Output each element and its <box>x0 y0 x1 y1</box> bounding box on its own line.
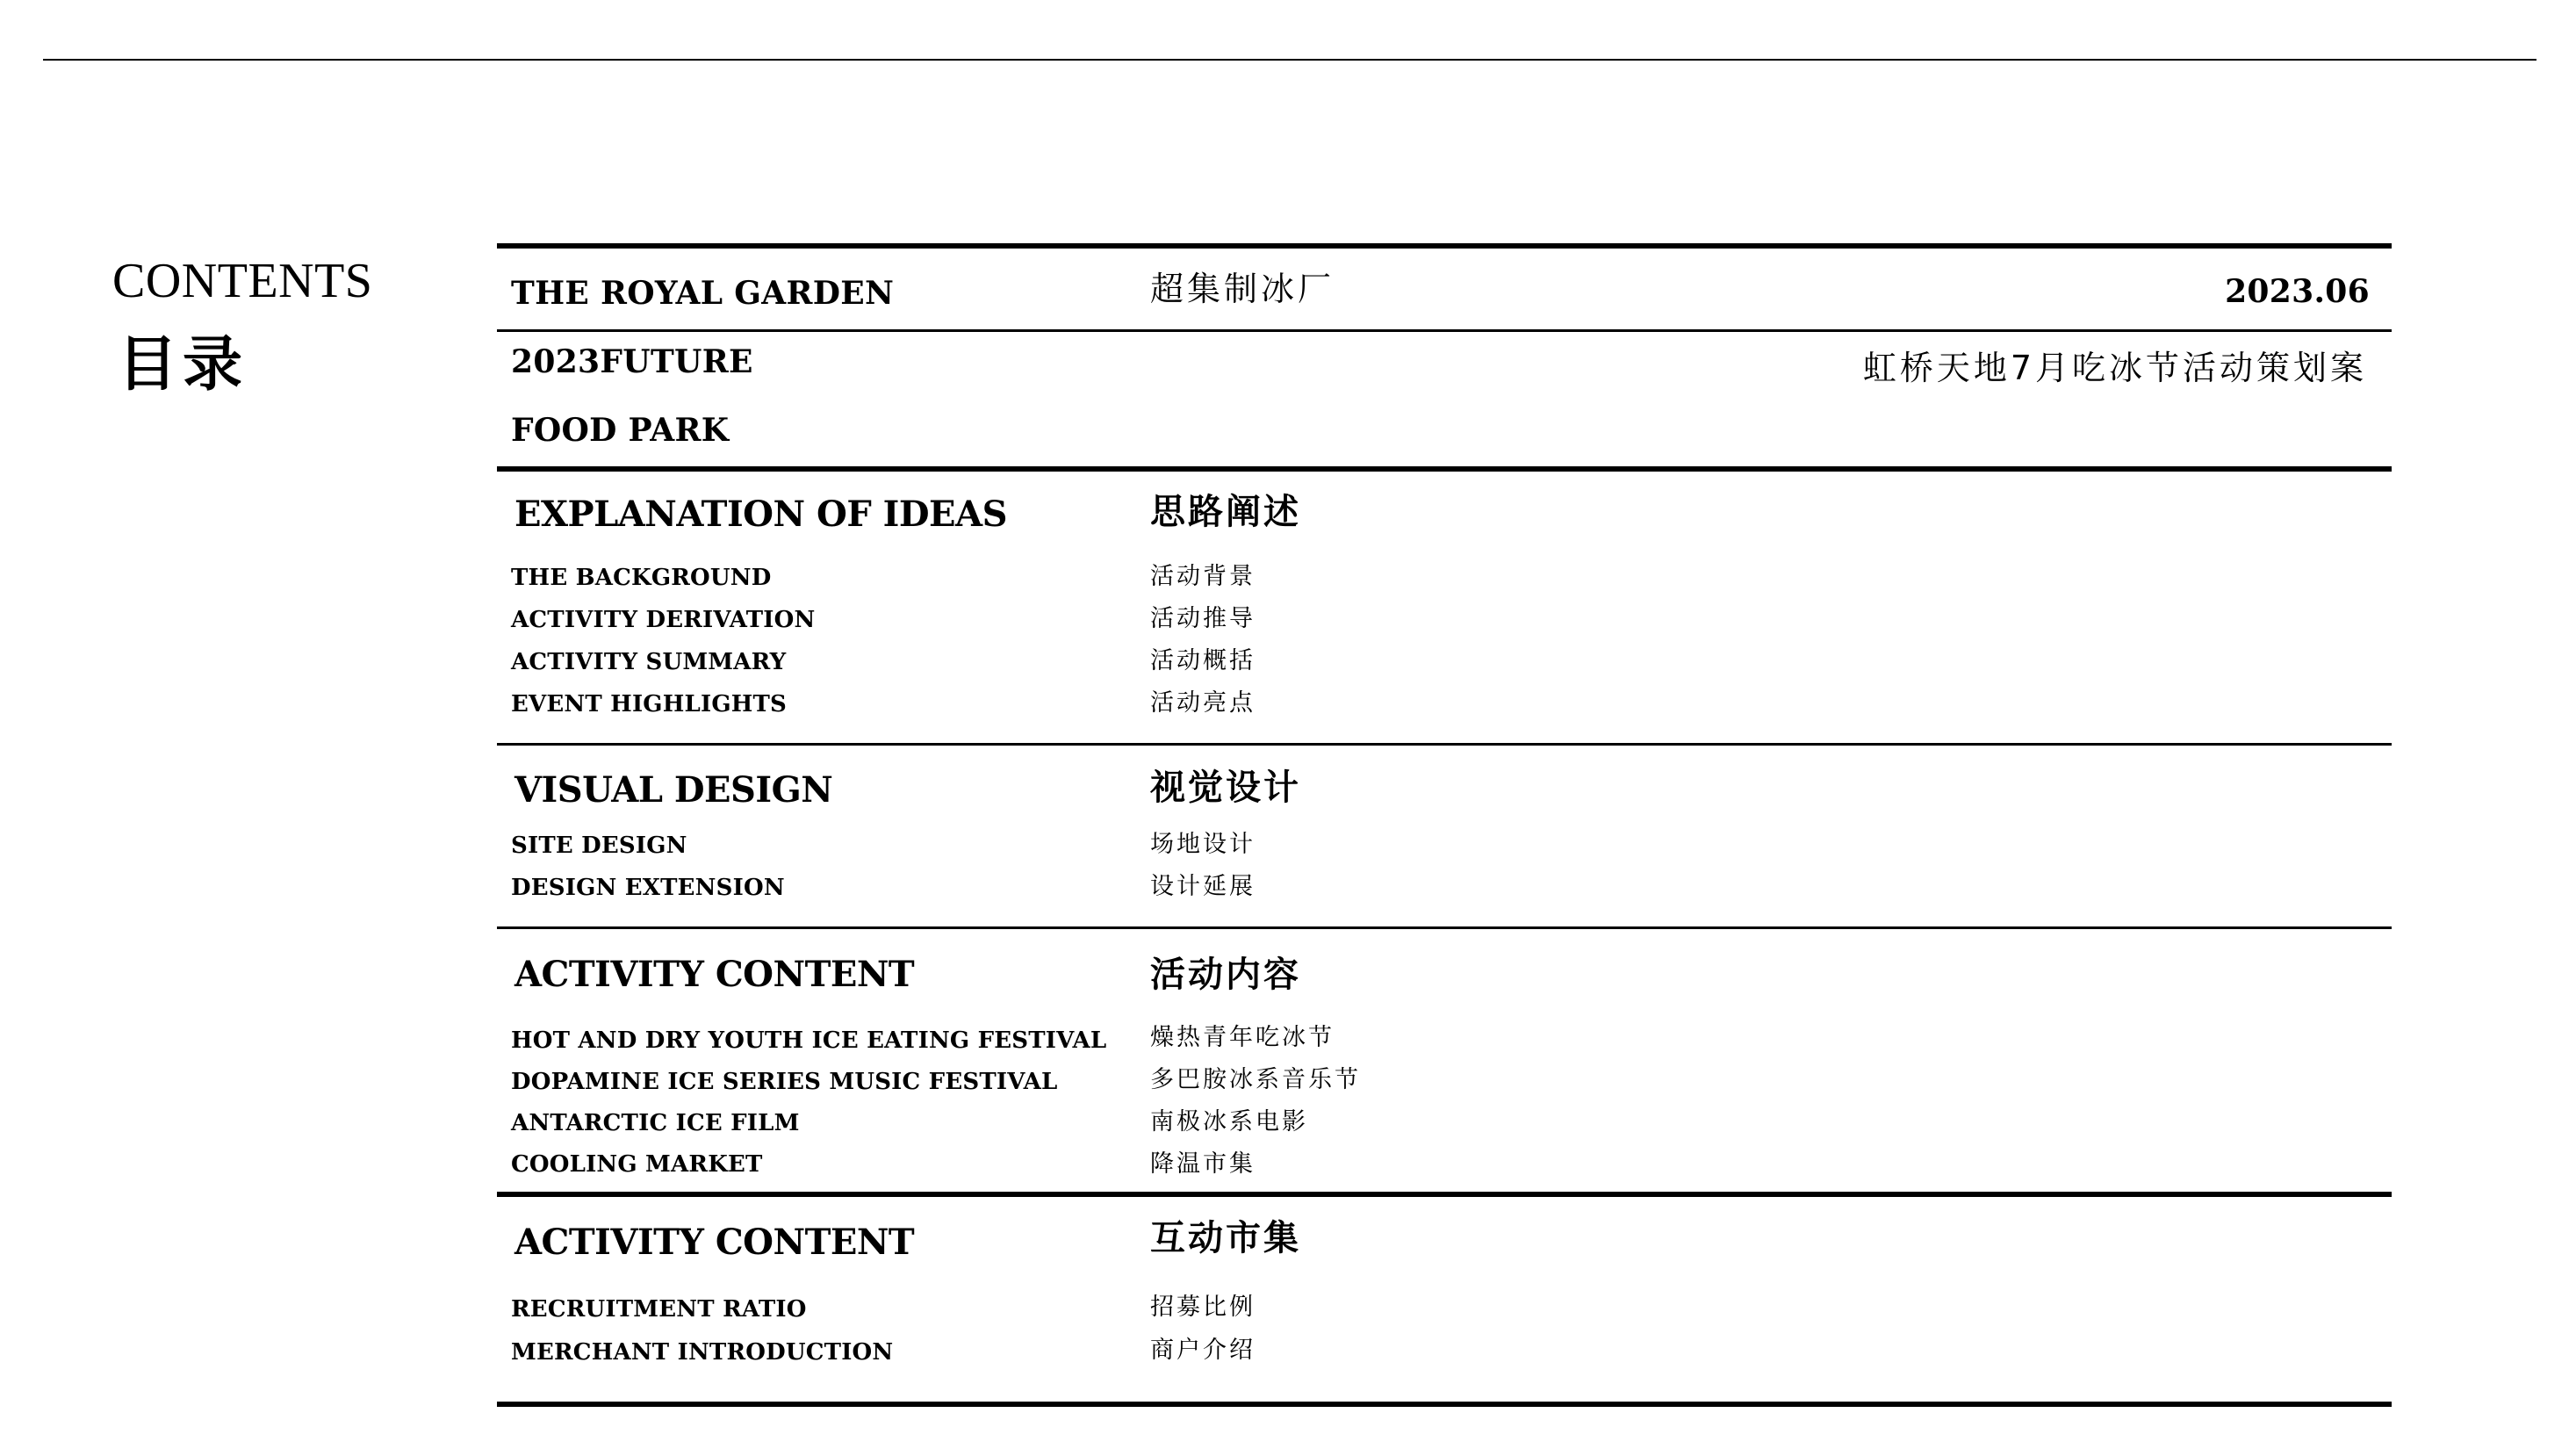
contents-title-zh: 目录 <box>118 330 248 400</box>
toc-item-en: DESIGN EXTENSION <box>511 875 785 901</box>
contents-title-en: CONTENTS <box>112 254 373 308</box>
toc-item-en: ANTARCTIC ICE FILM <box>511 1110 800 1136</box>
toc-item-en: THE BACKGROUND <box>511 565 772 591</box>
toc-item-en: EVENT HIGHLIGHTS <box>511 691 788 717</box>
section-title-en: EXPLANATION OF IDEAS <box>514 494 1007 535</box>
header-line1-en: THE ROYAL GARDEN <box>511 275 895 312</box>
section-divider <box>497 926 2392 929</box>
toc-item-en: ACTIVITY SUMMARY <box>511 649 787 675</box>
section-title-zh: 活动内容 <box>1150 955 1301 995</box>
header-top-rule <box>497 243 2392 249</box>
toc-item-en: SITE DESIGN <box>511 833 687 859</box>
toc-item-zh: 南极冰系电影 <box>1150 1108 1308 1135</box>
toc-item-zh: 设计延展 <box>1150 873 1256 900</box>
toc-item-zh: 商户介绍 <box>1150 1337 1256 1364</box>
section-divider <box>497 1192 2392 1197</box>
toc-item-en: RECRUITMENT RATIO <box>511 1296 807 1323</box>
header-subtitle-zh: 虹桥天地7月吃冰节活动策划案 <box>1862 349 2367 387</box>
header-line3-en: FOOD PARK <box>511 412 730 449</box>
section-title-zh: 视觉设计 <box>1150 768 1301 808</box>
toc-item-zh: 活动概括 <box>1150 647 1256 674</box>
toc-item-en: COOLING MARKET <box>511 1151 763 1178</box>
toc-item-zh: 活动背景 <box>1150 563 1256 590</box>
header-bottom-rule <box>497 466 2392 472</box>
header-line2-en: 2023FUTURE <box>511 343 753 380</box>
toc-item-zh: 活动亮点 <box>1150 689 1256 717</box>
toc-item-zh: 燥热青年吃冰节 <box>1150 1024 1335 1051</box>
section-divider <box>497 743 2392 746</box>
toc-item-en: ACTIVITY DERIVATION <box>511 607 816 633</box>
top-divider <box>43 59 2536 61</box>
toc-item-en: MERCHANT INTRODUCTION <box>511 1339 894 1366</box>
section-title-zh: 互动市集 <box>1150 1218 1301 1258</box>
toc-item-en: HOT AND DRY YOUTH ICE EATING FESTIVAL <box>511 1027 1107 1054</box>
toc-item-zh: 活动推导 <box>1150 605 1256 632</box>
section-title-en: VISUAL DESIGN <box>514 769 833 811</box>
toc-item-zh: 降温市集 <box>1150 1150 1256 1178</box>
header-date: 2023.06 <box>2225 273 2370 310</box>
toc-item-en: DOPAMINE ICE SERIES MUSIC FESTIVAL <box>511 1069 1058 1095</box>
toc-item-zh: 多巴胺冰系音乐节 <box>1150 1066 1361 1093</box>
toc-item-zh: 场地设计 <box>1150 831 1256 858</box>
toc-item-zh: 招募比例 <box>1150 1294 1256 1321</box>
header-brand-zh: 超集制冰厂 <box>1150 270 1335 308</box>
bottom-rule <box>497 1402 2392 1407</box>
section-title-en: ACTIVITY CONTENT <box>514 954 915 995</box>
section-title-zh: 思路阐述 <box>1150 492 1301 532</box>
section-title-en: ACTIVITY CONTENT <box>514 1222 915 1263</box>
header-mid-rule <box>497 329 2392 332</box>
